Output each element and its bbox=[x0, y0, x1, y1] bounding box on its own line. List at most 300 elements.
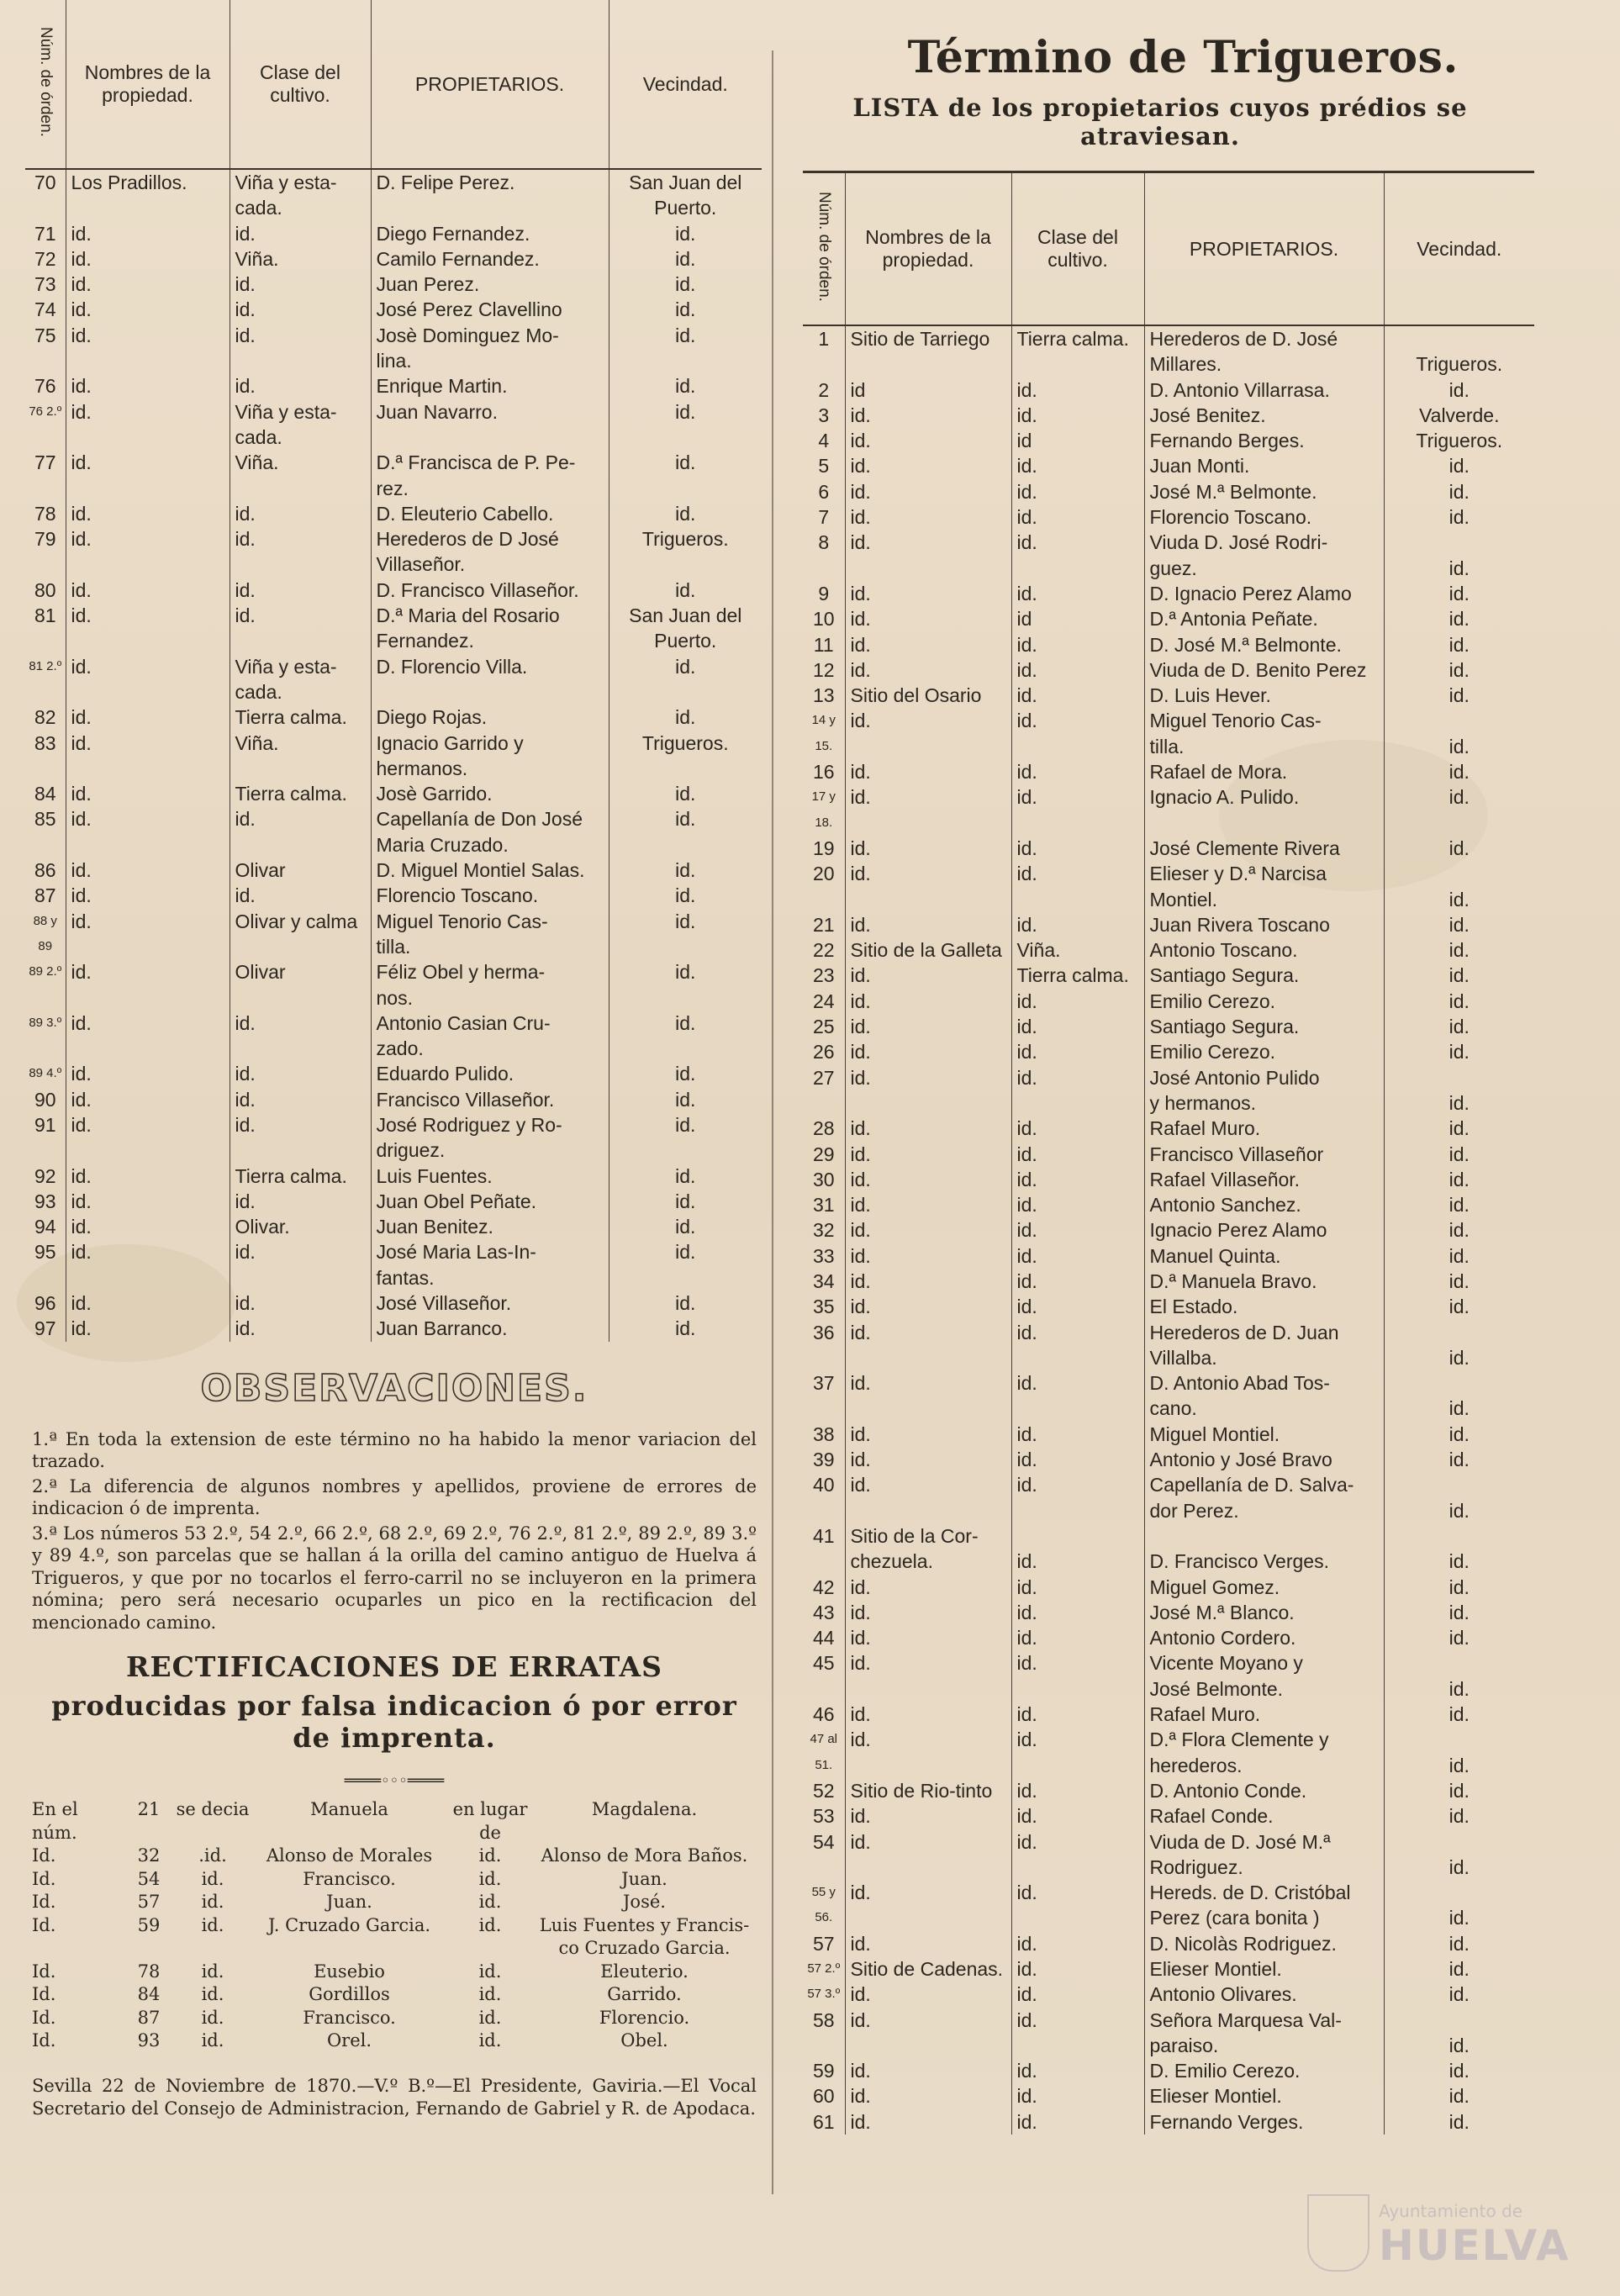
table-row bbox=[25, 858, 762, 883]
table-row bbox=[803, 1727, 1534, 1778]
owner-name: Hereds. de D. Cristóbal Perez (cara bonita ) bbox=[1144, 1880, 1384, 1931]
crop-type: Viña. bbox=[230, 450, 371, 501]
row-number: 1 bbox=[803, 325, 845, 377]
owner-name: Miguel Tenorio Cas- tilla. bbox=[1144, 708, 1384, 759]
watermark-line2: HUELVA bbox=[1379, 2221, 1570, 2270]
row-number: 71 bbox=[25, 221, 66, 246]
row-number: 23 bbox=[803, 963, 845, 988]
errata-cell: 93 bbox=[137, 2030, 161, 2051]
crop-type: id. bbox=[1011, 1014, 1144, 1039]
errata-cell: id. bbox=[201, 2030, 224, 2051]
crop-type: id. bbox=[230, 1087, 371, 1112]
errata-cell: Francisco. bbox=[303, 2007, 396, 2028]
crop-type: id. bbox=[1011, 1320, 1144, 1371]
table-row bbox=[803, 683, 1534, 708]
residence: Trigueros. bbox=[641, 731, 729, 754]
owner-name: Enrique Martin. bbox=[371, 373, 609, 399]
row-number: 2 bbox=[803, 377, 845, 403]
errata-cell: Magdalena. bbox=[591, 1799, 698, 1820]
table-row bbox=[25, 272, 762, 297]
property-name: id. bbox=[66, 858, 230, 883]
property-name: id. bbox=[845, 1931, 1011, 1956]
owner-name: Juan Navarro. bbox=[371, 399, 609, 451]
residence: id. bbox=[1449, 684, 1470, 707]
property-name: id. bbox=[66, 1239, 230, 1291]
errata-cell: Id. bbox=[32, 1984, 56, 2005]
row-number: 89 4.º bbox=[25, 1061, 66, 1086]
errata-cell: Florencio. bbox=[599, 2007, 690, 2028]
row-number: 97 bbox=[25, 1316, 66, 1341]
crop-type: id. bbox=[1011, 1422, 1144, 1447]
owner-name: Luis Fuentes. bbox=[371, 1164, 609, 1189]
property-name: id. bbox=[66, 603, 230, 654]
table-row bbox=[25, 1087, 762, 1112]
row-number: 54 bbox=[803, 1829, 845, 1881]
property-name: id. bbox=[845, 479, 1011, 504]
crop-type: Olivar bbox=[230, 858, 371, 883]
property-name: id. bbox=[66, 883, 230, 908]
residence: id. bbox=[1449, 1754, 1470, 1776]
errata-cell: Eusebio bbox=[314, 1961, 385, 1982]
table-row bbox=[803, 912, 1534, 937]
left-table-header bbox=[25, 0, 762, 169]
crop-type: id. bbox=[1011, 1982, 1144, 2007]
property-name: id. bbox=[845, 1727, 1011, 1778]
crop-type: id. bbox=[1011, 1956, 1144, 1982]
crop-type: id. bbox=[1011, 1829, 1144, 1881]
residence: id. bbox=[675, 808, 696, 831]
crop-type: id. bbox=[1011, 1702, 1144, 1727]
property-name: id. bbox=[66, 781, 230, 806]
crop-type: id. bbox=[230, 323, 371, 374]
property-name: id. bbox=[845, 963, 1011, 988]
errata-cell: 87 bbox=[137, 2007, 161, 2028]
row-number: 42 bbox=[803, 1575, 845, 1600]
row-number: 28 bbox=[803, 1116, 845, 1141]
owner-name: Capellanía de D. Salva- dor Perez. bbox=[1144, 1472, 1384, 1523]
table-row bbox=[803, 2083, 1534, 2109]
crop-type: id. bbox=[230, 603, 371, 654]
owner-name: Antonio Cordero. bbox=[1144, 1625, 1384, 1650]
table-row bbox=[25, 731, 762, 782]
row-number: 83 bbox=[25, 731, 66, 782]
right-table-body bbox=[803, 325, 1534, 2135]
table-row bbox=[803, 1192, 1534, 1217]
crop-type: id. bbox=[1011, 683, 1144, 708]
property-name: id. bbox=[845, 1650, 1011, 1702]
row-number: 52 bbox=[803, 1778, 845, 1803]
crop-type: id. bbox=[1011, 861, 1144, 912]
row-number: 77 bbox=[25, 450, 66, 501]
row-number: 22 bbox=[803, 937, 845, 963]
row-number: 20 bbox=[803, 861, 845, 912]
row-number: 57 2.º bbox=[803, 1956, 845, 1982]
table-row bbox=[25, 169, 762, 221]
errata-cell: Gordillos bbox=[309, 1984, 390, 2005]
property-name: id. bbox=[66, 221, 230, 246]
crop-type: id. bbox=[230, 272, 371, 297]
errata-cell: Id. bbox=[32, 1914, 56, 1935]
property-name: id. bbox=[66, 1164, 230, 1189]
residence: id. bbox=[1449, 1449, 1470, 1471]
row-number: 74 bbox=[25, 297, 66, 322]
table-row bbox=[803, 1217, 1534, 1243]
row-number: 39 bbox=[803, 1447, 845, 1472]
owner-name: D.ª Antonia Peñate. bbox=[1144, 606, 1384, 631]
property-name: id. bbox=[845, 1472, 1011, 1523]
property-name: id. bbox=[845, 784, 1011, 836]
property-name: id. bbox=[845, 1600, 1011, 1625]
residence: id. bbox=[675, 859, 696, 882]
residence: id. bbox=[1449, 1779, 1470, 1802]
property-name: id. bbox=[845, 708, 1011, 759]
crop-type: Tierra calma. bbox=[230, 781, 371, 806]
property-name: id. bbox=[66, 1214, 230, 1239]
table-row bbox=[803, 1065, 1534, 1116]
property-name: id. bbox=[66, 323, 230, 374]
row-number: 73 bbox=[25, 272, 66, 297]
owner-name: Fernando Berges. bbox=[1144, 428, 1384, 453]
table-row bbox=[803, 1472, 1534, 1523]
owner-name: Juan Rivera Toscano bbox=[1144, 912, 1384, 937]
residence: id. bbox=[1449, 1601, 1470, 1623]
crop-type: id. bbox=[1011, 632, 1144, 657]
row-number: 13 bbox=[803, 683, 845, 708]
owner-name: D. Eleuterio Cabello. bbox=[371, 501, 609, 526]
table-row bbox=[25, 1316, 762, 1341]
property-name: id. bbox=[845, 1116, 1011, 1141]
property-name: id. bbox=[845, 1829, 1011, 1881]
table-row bbox=[803, 403, 1534, 428]
signature-paragraph: Sevilla 22 de Noviembre de 1870.—V.º B.º—El Presidente, Gaviria.—El Vocal Secretario del Consejo de Administracion, Fernando de Gabriel y R. de Apodaca. bbox=[32, 2075, 757, 2119]
owner-name: Santiago Segura. bbox=[1144, 1014, 1384, 1039]
row-number: 85 bbox=[25, 806, 66, 858]
right-column bbox=[786, 0, 1534, 2135]
row-number: 89 2.º bbox=[25, 959, 66, 1011]
crop-type: id. bbox=[230, 1316, 371, 1341]
errata-cell: 78 bbox=[137, 1961, 161, 1982]
residence: Trigueros. bbox=[1416, 353, 1503, 376]
table-row bbox=[25, 705, 762, 730]
table-row bbox=[803, 2109, 1534, 2135]
table-row bbox=[803, 428, 1534, 453]
errata-row bbox=[32, 1868, 757, 1892]
row-number: 36 bbox=[803, 1320, 845, 1371]
property-name: id. bbox=[66, 501, 230, 526]
crop-type: id. bbox=[1011, 836, 1144, 861]
errata-cell: Garrido. bbox=[607, 1984, 682, 2005]
owner-name: Miguel Gomez. bbox=[1144, 1575, 1384, 1600]
owner-name: Florencio Toscano. bbox=[1144, 504, 1384, 530]
table-row bbox=[803, 581, 1534, 606]
property-name: id. bbox=[845, 1625, 1011, 1650]
property-name: id. bbox=[845, 1422, 1011, 1447]
owner-name: Capellanía de Don José Maria Cruzado. bbox=[371, 806, 609, 858]
property-name: id. bbox=[845, 2083, 1011, 2109]
owner-name: Francisco Villaseñor bbox=[1144, 1142, 1384, 1167]
row-number: 21 bbox=[803, 912, 845, 937]
errata-cell: Orel. bbox=[326, 2030, 372, 2051]
row-number: 40 bbox=[803, 1472, 845, 1523]
crop-type: Olivar y calma bbox=[230, 909, 371, 960]
rectificaciones-section bbox=[25, 1650, 762, 2120]
row-number: 80 bbox=[25, 578, 66, 603]
residence: id. bbox=[675, 400, 696, 423]
residence: San Juan del Puerto. bbox=[629, 172, 742, 219]
property-name: id. bbox=[845, 2058, 1011, 2083]
residence: id. bbox=[1449, 1219, 1470, 1242]
property-name: id. bbox=[66, 1087, 230, 1112]
row-number: 46 bbox=[803, 1702, 845, 1727]
errata-cell: Id. bbox=[32, 1961, 56, 1982]
crop-type: id. bbox=[1011, 2083, 1144, 2109]
residence: id. bbox=[675, 1164, 696, 1187]
table-row bbox=[803, 1116, 1534, 1141]
owner-name: Eduardo Pulido. bbox=[371, 1061, 609, 1086]
crop-type: id. bbox=[1011, 1039, 1144, 1064]
crop-type: id. bbox=[1011, 1625, 1144, 1650]
residence: id. bbox=[1449, 2110, 1470, 2133]
owner-name: Rafael Villaseñor. bbox=[1144, 1167, 1384, 1192]
residence: id. bbox=[1449, 1346, 1470, 1369]
table-row bbox=[803, 1320, 1534, 1371]
header-propietarios: PROPIETARIOS. bbox=[371, 0, 609, 169]
crop-type: id. bbox=[1011, 453, 1144, 478]
owner-name: José Perez Clavellino bbox=[371, 297, 609, 322]
property-name: id. bbox=[845, 530, 1011, 581]
crop-type: id. bbox=[1011, 2109, 1144, 2135]
header-clase: Clase del cultivo. bbox=[1011, 173, 1144, 325]
crop-type: id. bbox=[1011, 1650, 1144, 1702]
crop-type: id. bbox=[1011, 708, 1144, 759]
residence: id. bbox=[1449, 1091, 1470, 1114]
row-number: 12 bbox=[803, 657, 845, 683]
table-row bbox=[25, 883, 762, 908]
row-number: 60 bbox=[803, 2083, 845, 2109]
property-name: id. bbox=[845, 632, 1011, 657]
property-name: id. bbox=[66, 1189, 230, 1214]
owner-name: Antonio Olivares. bbox=[1144, 1982, 1384, 2007]
property-name: id. bbox=[845, 1039, 1011, 1064]
header-num: Núm. de órden. bbox=[803, 173, 845, 325]
owner-name: D. Antonio Villarrasa. bbox=[1144, 377, 1384, 403]
table-row bbox=[803, 1243, 1534, 1269]
row-number: 30 bbox=[803, 1167, 845, 1192]
errata-row bbox=[32, 1961, 757, 1984]
property-name: id. bbox=[845, 1320, 1011, 1371]
owner-name: D. Francisco Verges. bbox=[1144, 1523, 1384, 1575]
errata-cell: Manuela bbox=[310, 1799, 388, 1820]
table-row bbox=[803, 1650, 1534, 1702]
owner-name: Elieser Montiel. bbox=[1144, 2083, 1384, 2109]
table-row bbox=[803, 1982, 1534, 2007]
residence: id. bbox=[1449, 735, 1470, 757]
errata-cell: Id. bbox=[32, 2007, 56, 2028]
row-number: 61 bbox=[803, 2109, 845, 2135]
errata-cell: id. bbox=[478, 1868, 502, 1889]
row-number: 72 bbox=[25, 246, 66, 272]
residence: id. bbox=[1449, 1983, 1470, 2006]
observaciones-section bbox=[25, 1367, 762, 1634]
residence: id. bbox=[1449, 506, 1470, 529]
row-number: 26 bbox=[803, 1039, 845, 1064]
crop-type: id. bbox=[230, 1011, 371, 1062]
property-name: id. bbox=[845, 1575, 1011, 1600]
row-number: 70 bbox=[25, 169, 66, 221]
row-number: 82 bbox=[25, 705, 66, 730]
errata-cell: Id. bbox=[32, 1868, 56, 1889]
property-name: Sitio de Cadenas. bbox=[845, 1956, 1011, 1982]
row-number: 41 bbox=[803, 1523, 845, 1575]
crop-type: id. bbox=[1011, 657, 1144, 683]
errata-cell: Id. bbox=[32, 2030, 56, 2051]
owner-name: D.ª Francisca de P. Pe- rez. bbox=[371, 450, 609, 501]
errata-cell: id. bbox=[201, 2007, 224, 2028]
property-name: id. bbox=[845, 1192, 1011, 1217]
property-name: id. bbox=[66, 1011, 230, 1062]
owner-name: D. Nicolàs Rodriguez. bbox=[1144, 1931, 1384, 1956]
observacion-item: 2.ª La diferencia de algunos nombres y apellidos, proviene de errores de indicacion ó de imprenta. bbox=[32, 1475, 757, 1519]
crop-type: id. bbox=[1011, 2008, 1144, 2059]
owner-name: D. Felipe Perez. bbox=[371, 169, 609, 221]
crop-type: id. bbox=[1011, 1523, 1144, 1575]
property-name: id. bbox=[845, 403, 1011, 428]
table-row bbox=[803, 1702, 1534, 1727]
owner-name: José M.ª Belmonte. bbox=[1144, 479, 1384, 504]
crop-type: Viña. bbox=[1011, 937, 1144, 963]
residence: id. bbox=[1449, 888, 1470, 910]
row-number: 75 bbox=[25, 323, 66, 374]
row-number: 32 bbox=[803, 1217, 845, 1243]
row-number: 86 bbox=[25, 858, 66, 883]
table-row bbox=[25, 297, 762, 322]
crop-type: id. bbox=[1011, 1167, 1144, 1192]
residence: id. bbox=[1449, 378, 1470, 401]
row-number: 3 bbox=[803, 403, 845, 428]
table-row bbox=[803, 479, 1534, 504]
owner-name: D. Francisco Villaseñor. bbox=[371, 578, 609, 603]
crop-type: id. bbox=[1011, 1294, 1144, 1319]
property-name: Sitio de la Cor- chezuela. bbox=[845, 1523, 1011, 1575]
residence: id. bbox=[1449, 1143, 1470, 1165]
residence: San Juan del Puerto. bbox=[629, 604, 742, 652]
errata-cell: José. bbox=[623, 1892, 666, 1913]
errata-cell: 57 bbox=[137, 1892, 161, 1913]
owner-name: José Antonio Pulido y hermanos. bbox=[1144, 1065, 1384, 1116]
crop-type: id. bbox=[1011, 581, 1144, 606]
errata-cell: id. bbox=[478, 1892, 502, 1913]
row-number: 84 bbox=[25, 781, 66, 806]
errata-cell: Francisco. bbox=[303, 1868, 396, 1889]
residence: id. bbox=[675, 247, 696, 270]
crop-type: id. bbox=[1011, 1600, 1144, 1625]
owner-name: Emilio Cerezo. bbox=[1144, 989, 1384, 1014]
owner-name: José M.ª Blanco. bbox=[1144, 1600, 1384, 1625]
crop-type: Tierra calma. bbox=[1011, 325, 1144, 377]
errata-cell: id. bbox=[201, 1892, 224, 1913]
table-row bbox=[25, 1239, 762, 1291]
owner-name: D.ª Maria del Rosario Fernandez. bbox=[371, 603, 609, 654]
row-number: 47 al 51. bbox=[803, 1727, 845, 1778]
errata-cell: se decia bbox=[176, 1799, 250, 1820]
residence: id. bbox=[1449, 1397, 1470, 1420]
row-number: 6 bbox=[803, 479, 845, 504]
residence: id. bbox=[675, 451, 696, 474]
owner-name: Emilio Cerezo. bbox=[1144, 1039, 1384, 1064]
crop-type: Viña y esta- cada. bbox=[230, 169, 371, 221]
residence: id. bbox=[675, 961, 696, 984]
errata-cell: id. bbox=[478, 2007, 502, 2028]
crop-type: id. bbox=[1011, 1931, 1144, 1956]
property-name: id. bbox=[66, 578, 230, 603]
property-name: id. bbox=[66, 654, 230, 705]
errata-row bbox=[32, 2007, 757, 2030]
crop-type: Tierra calma. bbox=[230, 1164, 371, 1189]
row-number: 4 bbox=[803, 428, 845, 453]
table-row bbox=[25, 1164, 762, 1189]
residence: id. bbox=[675, 1317, 696, 1340]
residence: id. bbox=[675, 578, 696, 601]
residence: id. bbox=[1449, 1499, 1470, 1522]
property-name: id. bbox=[845, 1142, 1011, 1167]
residence: id. bbox=[1449, 1550, 1470, 1573]
row-number: 37 bbox=[803, 1370, 845, 1422]
property-name: id. bbox=[845, 1803, 1011, 1829]
errata-cell: id. bbox=[478, 1961, 502, 1982]
crop-type: id. bbox=[1011, 377, 1144, 403]
row-number: 16 bbox=[803, 759, 845, 784]
table-row bbox=[803, 2008, 1534, 2059]
errata-cell: id. bbox=[478, 1914, 502, 1935]
property-name: id. bbox=[66, 1316, 230, 1341]
crop-type: id. bbox=[1011, 479, 1144, 504]
row-number: 59 bbox=[803, 2058, 845, 2083]
errata-cell: id. bbox=[201, 1914, 224, 1935]
residence: id. bbox=[675, 1216, 696, 1238]
property-name: id. bbox=[845, 606, 1011, 631]
property-name: id. bbox=[845, 453, 1011, 478]
property-name: id. bbox=[66, 297, 230, 322]
table-row bbox=[803, 632, 1534, 657]
owner-name: Santiago Segura. bbox=[1144, 963, 1384, 988]
row-number: 14 y 15. bbox=[803, 708, 845, 759]
property-name: id. bbox=[66, 373, 230, 399]
owner-name: José Villaseñor. bbox=[371, 1291, 609, 1316]
residence: id. bbox=[675, 706, 696, 729]
owner-name: Juan Benitez. bbox=[371, 1214, 609, 1239]
residence: Valverde. bbox=[1419, 404, 1500, 426]
table-row bbox=[803, 377, 1534, 403]
property-name: id. bbox=[845, 1243, 1011, 1269]
row-number: 38 bbox=[803, 1422, 845, 1447]
property-name: id bbox=[845, 377, 1011, 403]
residence: id. bbox=[1449, 582, 1470, 604]
owner-name: D. Miguel Montiel Salas. bbox=[371, 858, 609, 883]
row-number: 29 bbox=[803, 1142, 845, 1167]
observacion-item: 1.ª En toda la extension de este término no ha habido la menor variacion del trazado. bbox=[32, 1428, 757, 1472]
row-number: 9 bbox=[803, 581, 845, 606]
crop-type: id. bbox=[1011, 1192, 1144, 1217]
owner-name: Camilo Fernandez. bbox=[371, 246, 609, 272]
errata-cell: 59 bbox=[137, 1914, 161, 1935]
row-number: 27 bbox=[803, 1065, 845, 1116]
table-row bbox=[803, 963, 1534, 988]
table-row bbox=[25, 959, 762, 1011]
table-row bbox=[25, 221, 762, 246]
residence: id. bbox=[1449, 608, 1470, 631]
property-name: id. bbox=[66, 1112, 230, 1164]
residence: id. bbox=[1449, 1677, 1470, 1700]
